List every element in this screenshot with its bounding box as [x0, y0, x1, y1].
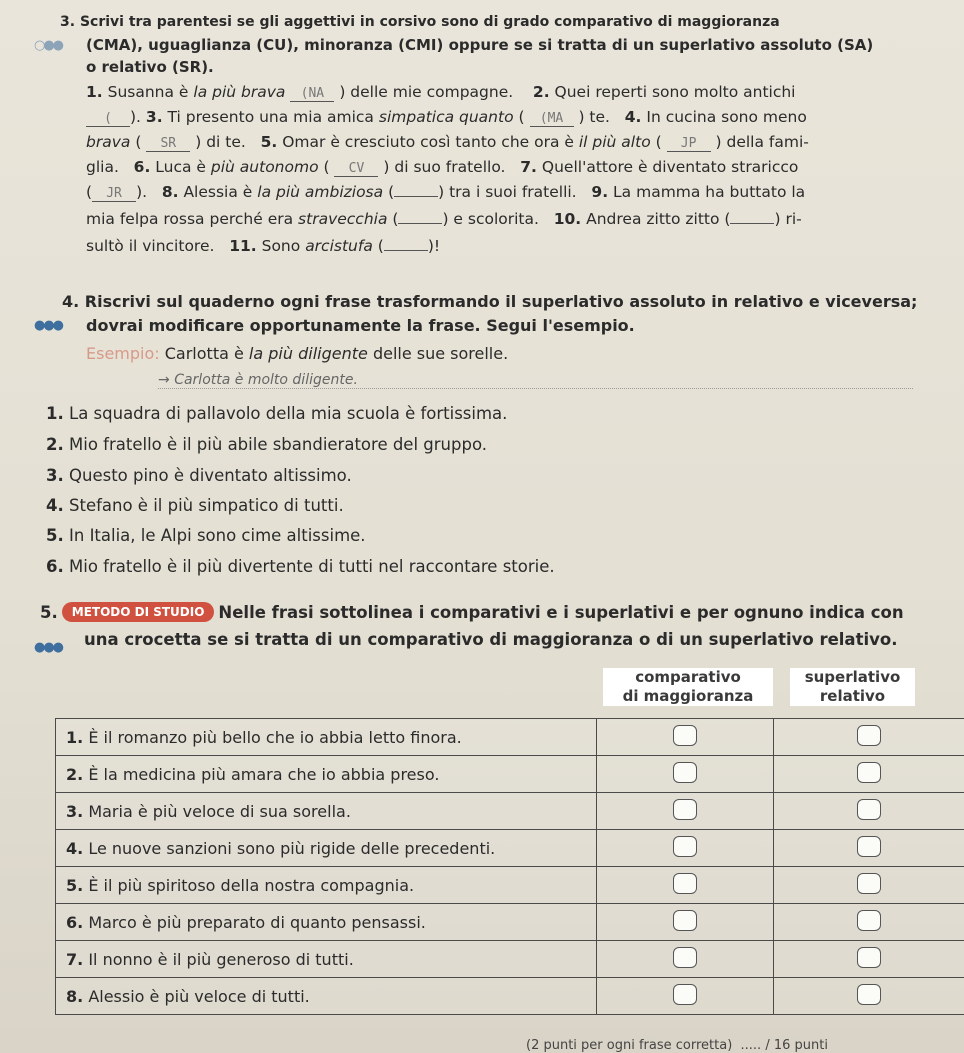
answer-blank[interactable]: (MA	[530, 112, 574, 127]
comparative-cell	[597, 793, 774, 830]
answer-blank[interactable]: JP	[667, 137, 711, 152]
superlative-cell	[774, 867, 964, 904]
answer-blank[interactable]: (NA	[290, 87, 334, 102]
superlative-cell	[774, 941, 964, 978]
table-row	[56, 941, 964, 978]
superlative-cell	[774, 978, 964, 1015]
comparative-cell	[597, 904, 774, 941]
checkbox-superlative[interactable]	[857, 947, 881, 968]
answer-blank[interactable]: (	[86, 112, 130, 127]
ex4-sentence-5: 5. In Italia, le Alpi sono cime altissime.	[46, 526, 366, 545]
comparative-cell	[597, 830, 774, 867]
exercise-4-intro-2: dovrai modificare opportunamente la frase. Segui l'esempio.	[86, 316, 635, 335]
table-row-sentence: 6. Marco è più preparato di quanto pensassi.	[56, 904, 597, 941]
score-footer: (2 punti per ogni frase corretta) ..... / 16 punti	[526, 1038, 828, 1053]
table-row	[56, 830, 964, 867]
checkbox-superlative[interactable]	[857, 725, 881, 746]
table-row	[56, 756, 964, 793]
exercise-5-heading: 5. METODO DI STUDIO Nelle frasi sottolinea i comparativi e i superlativi e per ognuno indica con	[40, 603, 904, 622]
exercise-3-intro-3: o relativo (SR).	[86, 58, 214, 76]
checkbox-superlative[interactable]	[857, 799, 881, 820]
table-row-sentence: 3. Maria è più veloce di sua sorella.	[56, 793, 597, 830]
ex4-sentence-4: 4. Stefano è il più simpatico di tutti.	[46, 496, 344, 515]
table-row-sentence: 5. È il più spiritoso della nostra compagnia.	[56, 867, 597, 904]
difficulty-dots-3: ○●●	[34, 38, 63, 53]
table-row-sentence: 2. È la medicina più amara che io abbia preso.	[56, 756, 597, 793]
exercise-3-intro-2: (CMA), uguaglianza (CU), minoranza (CMI) oppure se si tratta di un superlativo assoluto (SA)	[86, 36, 874, 54]
answer-blank[interactable]: CV	[334, 162, 378, 177]
checkbox-superlative[interactable]	[857, 873, 881, 894]
checkbox-comparative[interactable]	[673, 836, 697, 857]
table-row	[56, 719, 964, 756]
example-answer-line: → Carlotta è molto diligente.	[158, 372, 913, 389]
table-row	[56, 793, 964, 830]
answer-blank[interactable]	[730, 223, 774, 224]
answer-blank[interactable]	[384, 250, 428, 251]
table-row-sentence: 1. È il romanzo più bello che io abbia letto finora.	[56, 719, 597, 756]
comparative-cell	[597, 941, 774, 978]
superlative-cell	[774, 830, 964, 867]
table-row-sentence: 8. Alessio è più veloce di tutti.	[56, 978, 597, 1015]
answer-table	[55, 718, 964, 1015]
checkbox-comparative[interactable]	[673, 947, 697, 968]
ex3-line-5: ( JR ). 8. Alessia è la più ambiziosa ( ) tra i suoi fratelli. 9. La mamma ha buttato la	[86, 183, 806, 201]
comparative-cell	[597, 719, 774, 756]
ex3-line-3: brava ( SR ) di te. 5. Omar è cresciuto così tanto che ora è il più alto ( JP ) della fami-	[86, 133, 809, 151]
example-sentence: Esempio: Carlotta è la più diligente delle sue sorelle.	[86, 344, 509, 363]
checkbox-comparative[interactable]	[673, 725, 697, 746]
ex4-sentence-3: 3. Questo pino è diventato altissimo.	[46, 466, 352, 485]
checkbox-superlative[interactable]	[857, 762, 881, 783]
table-row	[56, 978, 964, 1015]
checkbox-comparative[interactable]	[673, 762, 697, 783]
comparative-cell	[597, 756, 774, 793]
superlative-cell	[774, 793, 964, 830]
checkbox-superlative[interactable]	[857, 984, 881, 1005]
difficulty-dots-4: ●●●	[34, 318, 63, 333]
exercise-3-heading: 3. Scrivi tra parentesi se gli aggettivi in corsivo sono di grado comparativo di maggioranza	[60, 14, 780, 30]
answer-blank[interactable]: SR	[146, 137, 190, 152]
ex4-sentence-2: 2. Mio fratello è il più abile sbandieratore del gruppo.	[46, 435, 488, 454]
ex3-line-1: 1. Susanna è la più brava (NA ) delle mie compagne. 2. Quei reperti sono molto antichi	[86, 83, 796, 101]
checkbox-comparative[interactable]	[673, 799, 697, 820]
superlative-cell	[774, 756, 964, 793]
superlative-cell	[774, 719, 964, 756]
exercise-5-intro-2: una crocetta se si tratta di un comparativo di maggioranza o di un superlativo relativo.	[84, 630, 898, 649]
ex3-line-6: mia felpa rossa perché era stravecchia ( ) e scolorita. 10. Andrea zitto zitto ( ) ri-	[86, 210, 802, 228]
table-row	[56, 867, 964, 904]
ex4-sentence-1: 1. La squadra di pallavolo della mia scuola è fortissima.	[46, 404, 508, 423]
arrow-right-icon: →	[158, 372, 170, 388]
checkbox-superlative[interactable]	[857, 836, 881, 857]
exercise-4-heading: 4. Riscrivi sul quaderno ogni frase trasformando il superlativo assoluto in relativo e viceversa;	[62, 292, 918, 311]
superlative-cell	[774, 904, 964, 941]
checkbox-comparative[interactable]	[673, 910, 697, 931]
difficulty-dots-5: ●●●	[34, 640, 63, 655]
answer-blank[interactable]	[398, 223, 442, 224]
answer-blank[interactable]	[394, 196, 438, 197]
column-header-comparativo: comparativo di maggioranza	[603, 668, 773, 706]
table-row-sentence: 7. Il nonno è il più generoso di tutti.	[56, 941, 597, 978]
comparative-cell	[597, 978, 774, 1015]
checkbox-comparative[interactable]	[673, 873, 697, 894]
table-row	[56, 904, 964, 941]
comparative-cell	[597, 867, 774, 904]
checkbox-comparative[interactable]	[673, 984, 697, 1005]
ex4-sentence-6: 6. Mio fratello è il più divertente di tutti nel raccontare storie.	[46, 557, 555, 576]
table-row-sentence: 4. Le nuove sanzioni sono più rigide delle precedenti.	[56, 830, 597, 867]
ex3-line-4: glia. 6. Luca è più autonomo ( CV ) di suo fratello. 7. Quell'attore è diventato straricco	[86, 158, 799, 176]
ex3-line-7: sultò il vincitore. 11. Sono arcistufa ( )!	[86, 237, 441, 255]
answer-blank[interactable]: JR	[92, 187, 136, 202]
ex3-line-2: ( ). 3. Ti presento una mia amica simpatica quanto ( (MA ) te. 4. In cucina sono meno	[86, 108, 807, 127]
checkbox-superlative[interactable]	[857, 910, 881, 931]
method-badge: METODO DI STUDIO	[62, 602, 215, 622]
column-header-superlativo: superlativo relativo	[790, 668, 915, 706]
